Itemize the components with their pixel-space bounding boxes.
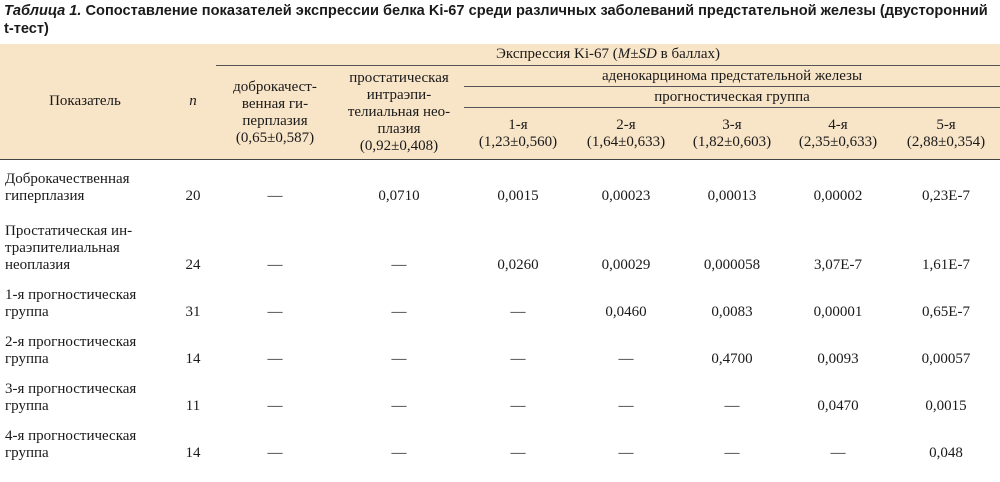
table-row (0, 323, 1000, 370)
row-n: 14 (185, 350, 201, 367)
cell: — (267, 303, 283, 320)
cell: 0,4700 (711, 350, 753, 367)
cell: — (618, 444, 634, 461)
caption-label: Таблица 1. (4, 3, 82, 19)
row-n: 24 (185, 256, 201, 273)
header-group-5: 5-я (2,88±0,354) (892, 108, 1000, 160)
cell: 0,000058 (703, 256, 761, 273)
cell: — (618, 350, 634, 367)
header-prognostic-group: прогностическая группа (464, 87, 1000, 108)
row-name: 3-я прогностическая группа (5, 380, 137, 414)
cell: 0,23E-7 (922, 187, 970, 204)
row-name: Простатическая ин- траэпителиальная неоплазия (5, 222, 133, 273)
table-row (0, 207, 1000, 276)
cell: — (267, 350, 283, 367)
cell: 0,00013 (707, 187, 757, 204)
header-group-1: 1-я (1,23±0,560) (464, 108, 572, 160)
cell: 0,0710 (378, 187, 420, 204)
table-header (0, 44, 1000, 160)
cell: 0,0260 (497, 256, 539, 273)
row-n: 31 (185, 303, 201, 320)
cell: 1,61E-7 (922, 256, 970, 273)
header-group-3: 3-я (1,82±0,603) (680, 108, 784, 160)
cell: 0,00001 (813, 303, 863, 320)
cell: — (391, 303, 407, 320)
cell: 0,0093 (817, 350, 859, 367)
row-name: 2-я прогностическая группа (5, 333, 137, 367)
cell: — (510, 303, 526, 320)
row-n: 14 (185, 444, 201, 461)
cell: — (267, 187, 283, 204)
cell: — (510, 350, 526, 367)
cell: — (724, 444, 740, 461)
table-body (0, 160, 1000, 464)
cell: 0,0460 (605, 303, 647, 320)
header-expression: Экспрессия Ki-67 (M±SD в баллах) (216, 44, 1000, 66)
header-group-4: 4-я (2,35±0,633) (784, 108, 892, 160)
cell: 0,0083 (711, 303, 753, 320)
row-n: 11 (185, 397, 201, 414)
cell: — (391, 397, 407, 414)
cell: 0,048 (929, 444, 963, 461)
table-row (0, 370, 1000, 417)
cell: — (724, 397, 740, 414)
cell: 0,00002 (813, 187, 863, 204)
row-name: Доброкачественная гиперплазия (5, 170, 130, 204)
cell: 0,0470 (817, 397, 859, 414)
cell: 0,65E-7 (922, 303, 970, 320)
cell: 0,0015 (925, 397, 967, 414)
cell: — (391, 256, 407, 273)
header-adenocarcinoma: аденокарцинома предстательной железы (464, 66, 1000, 87)
cell: — (510, 397, 526, 414)
cell: 0,0015 (497, 187, 539, 204)
table-row (0, 417, 1000, 464)
row-name: 4-я прогностическая группа (5, 427, 137, 461)
table-row (0, 276, 1000, 323)
cell: — (391, 444, 407, 461)
header-bph: доброкачест- венная ги- перплазия (0,65±0,587) (216, 66, 334, 160)
caption-text: Сопоставление показателей экспрессии белка Ki-67 среди различных заболеваний предстательной железы (двусторонний t-тест) (4, 3, 988, 37)
row-name: 1-я прогностическая группа (5, 286, 137, 320)
cell: — (510, 444, 526, 461)
header-pin: простатическая интраэпи- телиальная нео- плазия (0,92±0,408) (334, 66, 464, 160)
cell: — (267, 444, 283, 461)
cell: 3,07E-7 (814, 256, 862, 273)
header-indicator: Показатель (0, 44, 170, 160)
header-n: n (170, 44, 216, 160)
table-row (0, 160, 1000, 207)
cell: — (391, 350, 407, 367)
table-caption (4, 2, 998, 38)
cell: — (618, 397, 634, 414)
header-group-2: 2-я (1,64±0,633) (572, 108, 680, 160)
comparison-table (0, 44, 1000, 464)
cell: — (830, 444, 846, 461)
cell: 0,00029 (601, 256, 651, 273)
row-n: 20 (185, 187, 201, 204)
cell: 0,00023 (601, 187, 651, 204)
cell: — (267, 256, 283, 273)
cell: — (267, 397, 283, 414)
cell: 0,00057 (921, 350, 971, 367)
